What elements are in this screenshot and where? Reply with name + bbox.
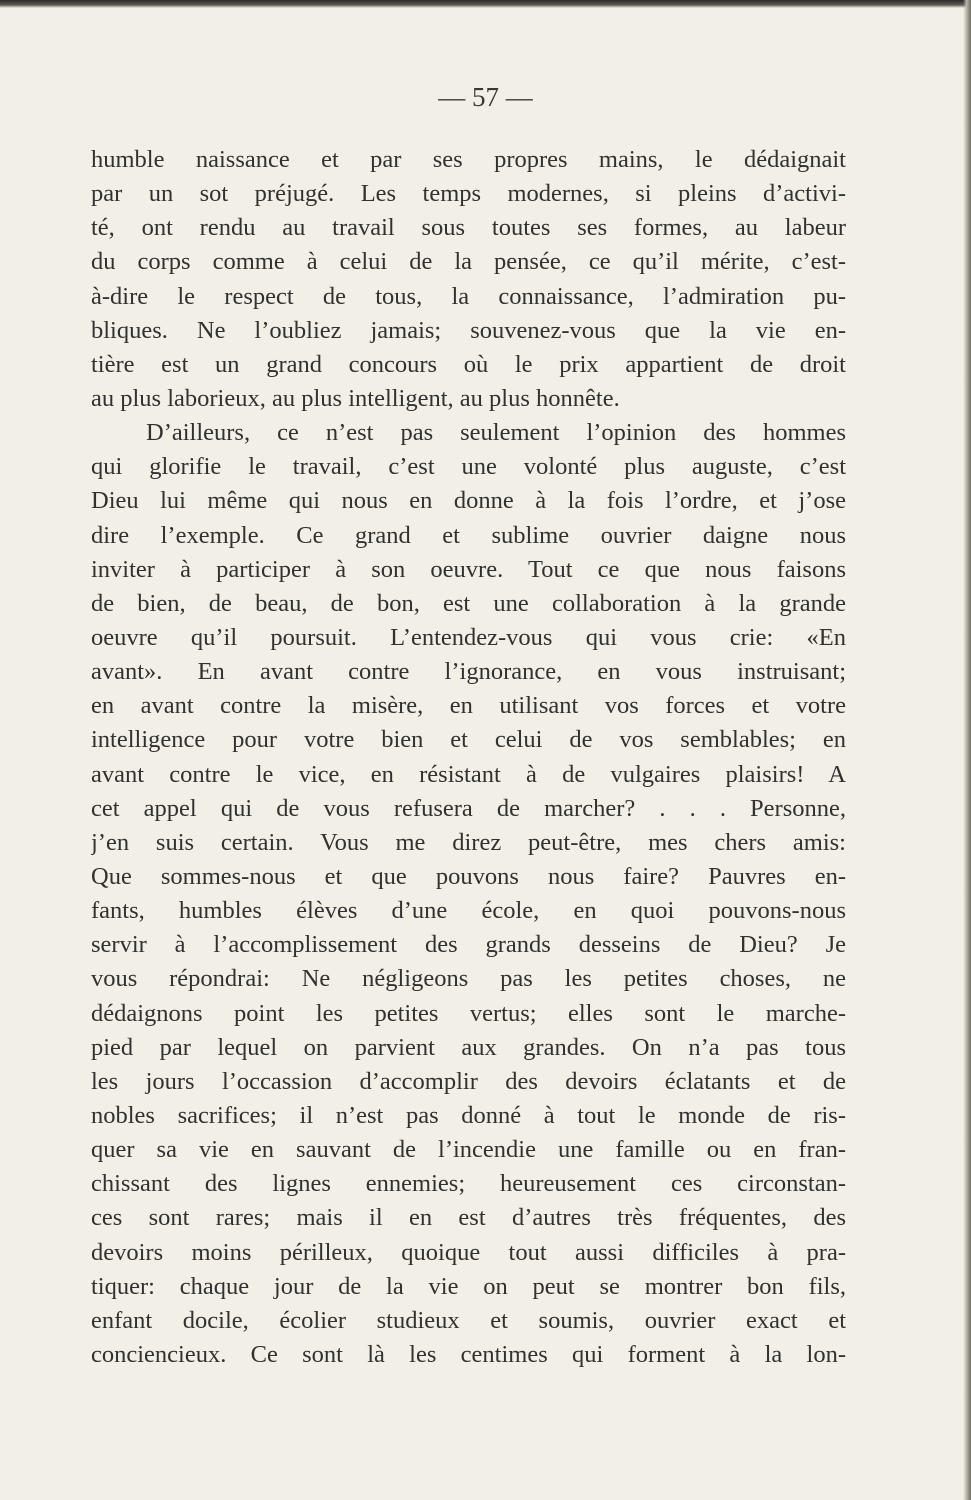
text-line: à-dire le respect de tous, la connaissance, l’admiration pu- [91,282,846,310]
text-line: par un sot préjugé. Les temps modernes, si pleins d’activi- [91,180,846,208]
text-line: D’ailleurs, ce n’est pas seulement l’opinion des hommes [146,419,846,447]
text-line: j’en suis certain. Vous me direz peut-être, mes chers amis: [91,828,846,856]
text-line: au plus laborieux, au plus intelligent, au plus honnête. [91,384,620,412]
text-line: tière est un grand concours où le prix appartient de droit [91,350,846,378]
text-line: nobles sacrifices; il n’est pas donné à tout le monde de ris- [91,1101,846,1129]
text-line: vous répondrai: Ne négligeons pas les petites choses, ne [91,965,846,993]
text-line: servir à l’accomplissement des grands desseins de Dieu? Je [91,931,846,959]
text-line: conciencieux. Ce sont là les centimes qui forment à la lon- [91,1340,846,1368]
text-line: enfant docile, écolier studieux et soumis, ouvrier exact et [91,1306,846,1334]
text-line: devoirs moins périlleux, quoique tout aussi difficiles à pra- [91,1238,846,1266]
text-line: ces sont rares; mais il en est d’autres très fréquentes, des [91,1204,846,1232]
body-text [91,143,846,1372]
text-line: fants, humbles élèves d’une école, en quoi pouvons-nous [91,897,846,925]
text-line: avant contre le vice, en résistant à de vulgaires plaisirs! A [91,760,846,788]
text-line: té, ont rendu au travail sous toutes ses formes, au labeur [91,214,846,242]
page-top-edge [0,0,971,8]
text-line: oeuvre qu’il poursuit. L’entendez-vous qui vous crie: «En [91,623,846,651]
text-line: qui glorifie le travail, c’est une volonté plus auguste, c’est [91,453,846,481]
text-line: en avant contre la misère, en utilisant vos forces et votre [91,692,846,720]
text-line: bliques. Ne l’oubliez jamais; souvenez-vous que la vie en- [91,316,846,344]
text-line: humble naissance et par ses propres mains, le dédaignait [91,146,846,173]
text-line: du corps comme à celui de la pensée, ce qu’il mérite, c’est- [91,248,846,276]
page-right-edge [963,0,971,1500]
text-line: tiquer: chaque jour de la vie on peut se montrer bon fils, [91,1272,846,1300]
text-line: avant». En avant contre l’ignorance, en vous instruisant; [91,658,846,686]
text-line: les jours l’occassion d’accomplir des devoirs éclatants et de [91,1067,846,1095]
text-line: Dieu lui même qui nous en donne à la fois l’ordre, et j’ose [91,487,846,515]
text-line: de bien, de beau, de bon, est une collaboration à la grande [91,589,846,617]
page-number: — 57 — [438,82,533,112]
text-line: pied par lequel on parvient aux grandes. On n’a pas tous [91,1033,846,1061]
text-line: dire l’exemple. Ce grand et sublime ouvrier daigne nous [91,521,846,549]
text-line: inviter à participer à son oeuvre. Tout ce que nous faisons [91,555,846,583]
text-line: quer sa vie en sauvant de l’incendie une famille ou en fran- [91,1136,846,1164]
text-line: Que sommes-nous et que pouvons nous faire? Pauvres en- [91,862,846,890]
text-line: chissant des lignes ennemies; heureusement ces circonstan- [91,1170,846,1198]
text-line: cet appel qui de vous refusera de marcher? . . . Personne, [91,794,846,822]
text-line: dédaignons point les petites vertus; elles sont le marche- [91,999,846,1027]
text-line: intelligence pour votre bien et celui de vos semblables; en [91,726,846,754]
